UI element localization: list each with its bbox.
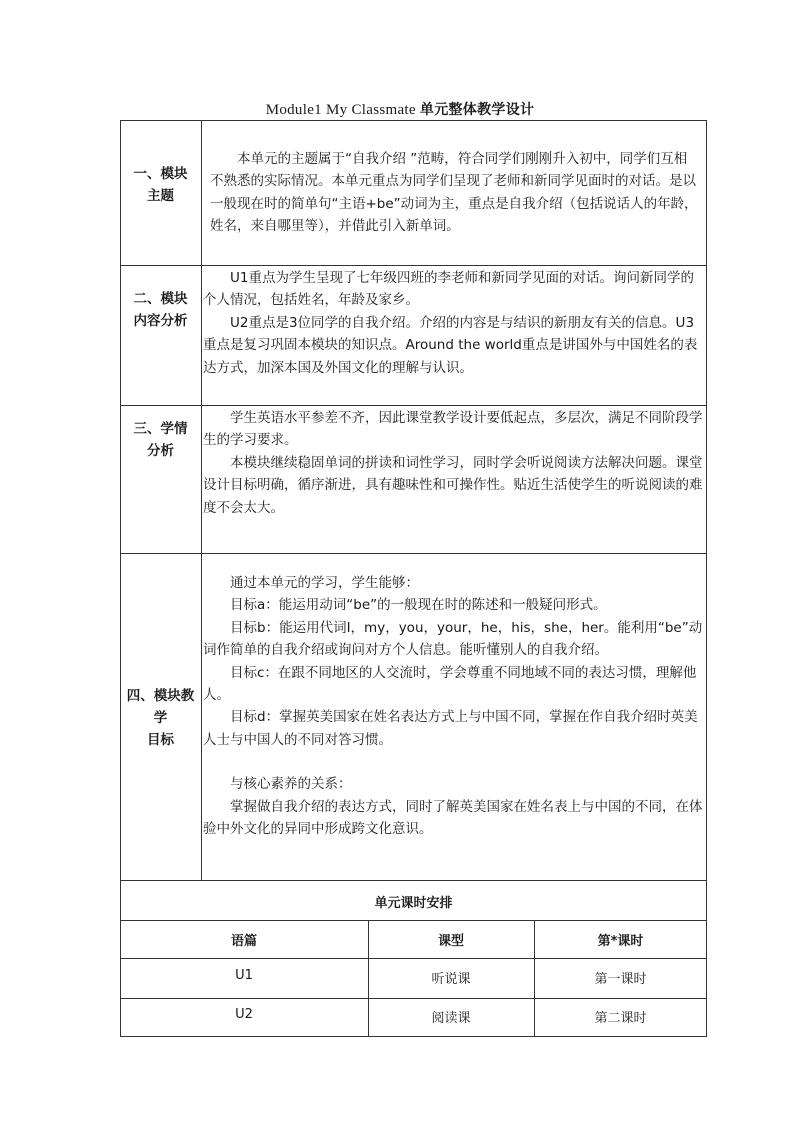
learner-paragraph-1: 学生英语水平参差不齐，因此课堂教学设计要低起点，多层次，满足不同阶段学生的学习要求。 xyxy=(203,410,703,449)
row-divider xyxy=(120,880,707,881)
section-label-content-analysis xyxy=(120,288,201,332)
row-divider xyxy=(120,405,707,406)
schedule-cell-period: 第一课时 xyxy=(594,972,647,987)
learner-paragraph-2: 本模块继续稳固单词的拼读和词性学习，同时学会听说阅读方法解决问题。课堂设计目标明确，循序渐进，具有趣味性和可操作性。贴近生活使学生的听说阅读的难度不会太大。 xyxy=(203,454,703,516)
label-line: 一、模块 xyxy=(133,166,188,182)
objectives-intro: 通过本单元的学习，学生能够： xyxy=(230,575,419,591)
section-label-theme xyxy=(120,163,201,207)
analysis-paragraph-2: U2重点是3位同学的自我介绍。介绍的内容是与结识的新朋友有关的信息。U3重点是复习巩固本模块的知识点。Around the world重点是讲国外与中国姓名的表达方式，加深本国及外国文化的理解与认识。 xyxy=(203,314,698,376)
schedule-cell-text: U2 xyxy=(235,1007,253,1022)
objective-d: 目标d：掌握英美国家在姓名表达方式上与中国不同，掌握在作自我介绍时英美人士与中国人的不同对答习惯。 xyxy=(203,709,698,748)
analysis-paragraph-1: U1重点为学生呈现了七年级四班的李老师和新同学见面的对话。询问新同学的个人情况，包括姓名，年龄及家乡。 xyxy=(203,270,694,309)
document-title-chinese: 单元整体教学设计 xyxy=(419,102,535,118)
core-literacy-heading: 与核心素养的关系： xyxy=(230,776,352,793)
schedule-header-period: 第*课时 xyxy=(597,934,644,949)
document-title-english: Module1 My Classmate xyxy=(265,102,416,118)
objective-c: 目标c：在跟不同地区的人交流时，学会尊重不同地域不同的表达习惯，理解他人。 xyxy=(203,664,697,704)
section-content-theme xyxy=(210,148,700,238)
row-divider xyxy=(120,920,707,921)
label-line: 四、模块教 xyxy=(126,688,195,704)
label-line: 二、模块 xyxy=(133,291,188,307)
spacer xyxy=(203,751,703,773)
row-divider xyxy=(120,265,707,266)
schedule-cell-type: 听说课 xyxy=(431,972,471,987)
document-title xyxy=(0,99,800,119)
schedule-cell-type: 阅读课 xyxy=(431,1011,471,1026)
row-divider xyxy=(120,553,707,554)
schedule-header-text: 语篇 xyxy=(230,934,257,949)
section-content-objectives xyxy=(203,572,703,840)
label-line: 内容分析 xyxy=(133,313,188,329)
objective-a: 目标a：能运用动词“be”的一般现在时的陈述和一般疑问形式。 xyxy=(230,597,607,614)
label-line: 分析 xyxy=(147,443,174,459)
label-line: 主题 xyxy=(147,188,174,204)
section-content-learner-analysis xyxy=(203,407,703,519)
schedule-header-type: 课型 xyxy=(437,934,464,949)
section-label-learner-analysis xyxy=(120,418,201,462)
theme-paragraph: 本单元的主题属于“自我介绍 ”范畴，符合同学们刚刚升入初中，同学们互相不熟悉的实际情况。本单元重点为同学们呈现了老师和新同学见面时的对话。是以一般现在时的简单句“主语+be”动词为主，重点是自我介绍（包括说话人的年龄，姓名，来自哪里等），并借此引入新单词。 xyxy=(210,151,698,235)
label-column-divider xyxy=(201,120,202,880)
row-divider xyxy=(120,998,707,999)
row-divider xyxy=(120,958,707,959)
label-line: 目标 xyxy=(147,732,174,748)
schedule-heading: 单元课时安排 xyxy=(374,896,453,911)
label-line: 三、学情 xyxy=(133,421,188,437)
schedule-cell-period: 第二课时 xyxy=(594,1011,647,1026)
lesson-plan-table xyxy=(120,120,707,1037)
core-literacy-paragraph: 掌握做自我介绍的表达方式，同时了解英美国家在姓名表上与中国的不同，在体验中外文化的异同中形成跨文化意识。 xyxy=(203,798,703,838)
label-line: 学 xyxy=(153,710,168,726)
schedule-cell-text: U1 xyxy=(235,968,253,983)
section-content-analysis xyxy=(203,267,703,379)
section-label-objectives xyxy=(120,685,201,751)
objective-b: 目标b：能运用代词I，my，you，your，he，his，she，her。能利用“be”动词作简单的自我介绍或询问对方个人信息。能听懂别人的自我介绍。 xyxy=(203,619,703,659)
